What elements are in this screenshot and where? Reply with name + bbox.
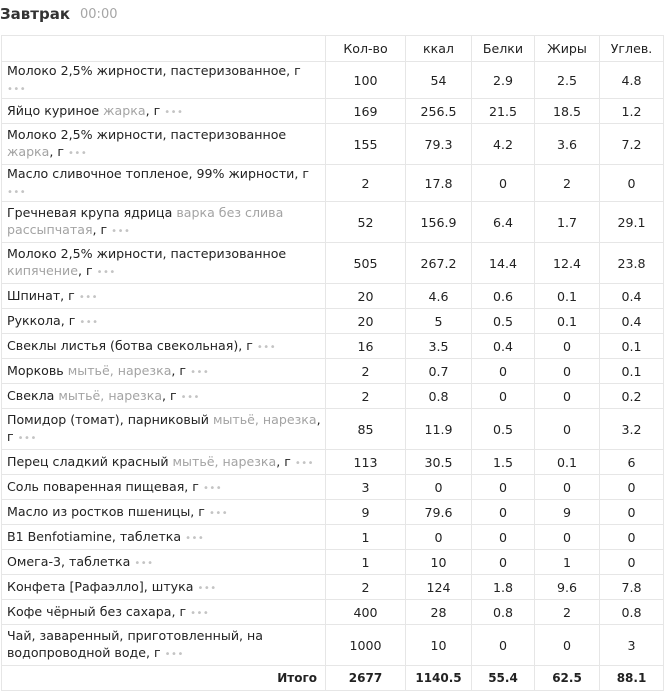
food-name-cell: [2, 625, 326, 666]
food-protein: 0: [472, 500, 535, 525]
food-protein: 4.2: [472, 124, 535, 165]
food-kcal: 156.9: [406, 202, 472, 243]
food-name-cell: [2, 99, 326, 124]
food-carbs: 0.1: [600, 334, 664, 359]
table-row: [2, 243, 664, 284]
food-carbs: 0.2: [600, 384, 664, 409]
more-options-icon[interactable]: •••: [208, 507, 229, 519]
food-preparation: мытьё, нарезка: [172, 453, 277, 469]
food-name: Молоко 2,5% жирности, пастеризованное: [7, 127, 287, 142]
food-protein: 0: [472, 525, 535, 550]
food-fat: 2: [535, 165, 600, 202]
food-qty[interactable]: 52: [326, 202, 406, 243]
food-name-cell: [2, 409, 326, 450]
food-name: Кофе чёрный без сахара, г: [7, 603, 187, 619]
food-kcal: 3.5: [406, 334, 472, 359]
food-name: Шпинат, г: [7, 287, 75, 303]
more-options-icon[interactable]: •••: [7, 187, 27, 198]
table-row: [2, 124, 664, 165]
food-kcal: 256.5: [406, 99, 472, 124]
more-options-icon[interactable]: •••: [164, 649, 184, 660]
food-carbs: 0: [600, 475, 664, 500]
food-qty[interactable]: 1: [326, 550, 406, 575]
meal-title: Завтрак: [0, 5, 71, 23]
food-name: Помидор (томат), парниковый: [7, 412, 209, 427]
food-preparation: жарка: [7, 144, 50, 159]
food-name-cell: [2, 243, 326, 284]
food-name-cell: [2, 284, 326, 309]
table-row: [2, 165, 664, 202]
food-protein: 0: [472, 359, 535, 384]
more-options-icon[interactable]: •••: [190, 607, 210, 619]
food-carbs: 0: [600, 500, 664, 525]
food-fat: 12.4: [535, 243, 600, 284]
more-options-icon[interactable]: •••: [256, 341, 277, 353]
food-kcal: 0.7: [406, 359, 472, 384]
more-options-icon[interactable]: •••: [197, 582, 217, 594]
food-carbs: 4.8: [600, 62, 664, 99]
table-row: [2, 359, 664, 384]
food-name-cell: [2, 550, 326, 575]
food-protein: 1.5: [472, 450, 535, 475]
food-name: Чай, заваренный, приготовленный, на водопроводной воде, г: [7, 628, 263, 660]
food-name: Гречневая крупа ядрица: [7, 205, 173, 220]
header-name: [2, 36, 326, 62]
more-options-icon[interactable]: •••: [180, 391, 200, 403]
food-name-cell: [2, 575, 326, 600]
totals-label: Итого: [2, 666, 326, 691]
food-name-cell: [2, 124, 326, 165]
food-protein: 0.5: [472, 409, 535, 450]
table-row: [2, 334, 664, 359]
food-name: Соль поваренная пищевая, г: [7, 478, 199, 494]
food-carbs: 3.2: [600, 409, 664, 450]
food-preparation: мытьё, нарезка: [212, 412, 317, 427]
table-row: [2, 202, 664, 243]
food-kcal: 28: [406, 600, 472, 625]
food-qty[interactable]: 1: [326, 525, 406, 550]
food-fat: 0: [535, 475, 600, 500]
food-kcal: 0.8: [406, 384, 472, 409]
food-protein: 2.9: [472, 62, 535, 99]
totals-carbs: 88.1: [600, 666, 664, 691]
food-fat: 2.5: [535, 62, 600, 99]
table-row: [2, 450, 664, 475]
food-fat: 9.6: [535, 575, 600, 600]
food-name-cell: [2, 165, 326, 202]
food-qty[interactable]: 2: [326, 575, 406, 600]
food-qty[interactable]: 113: [326, 450, 406, 475]
more-options-icon[interactable]: •••: [79, 316, 99, 328]
food-unit: , г: [92, 222, 108, 237]
food-qty[interactable]: 2: [326, 359, 406, 384]
food-kcal: 79.3: [406, 124, 472, 165]
more-options-icon[interactable]: •••: [7, 84, 27, 95]
header-fat: Жиры: [535, 36, 600, 62]
food-fat: 0: [535, 525, 600, 550]
food-name-cell: [2, 450, 326, 475]
food-name-cell: [2, 600, 326, 625]
totals-row: [2, 666, 664, 691]
more-options-icon[interactable]: •••: [294, 457, 315, 469]
totals-kcal: 1140.5: [406, 666, 472, 691]
food-name: Конфета [Рафаэлло], штука: [7, 578, 194, 594]
food-carbs: 6: [600, 450, 664, 475]
food-fat: 1: [535, 550, 600, 575]
meal-header: [0, 0, 117, 28]
table-row: [2, 625, 664, 666]
food-kcal: 0: [406, 525, 472, 550]
header-qty: Кол-во: [326, 36, 406, 62]
food-kcal: 10: [406, 550, 472, 575]
food-fat: 9: [535, 500, 600, 525]
food-protein: 0: [472, 475, 535, 500]
food-name-cell: [2, 384, 326, 409]
food-fat: 3.6: [535, 124, 600, 165]
food-kcal: 54: [406, 62, 472, 99]
totals-protein: 55.4: [472, 666, 535, 691]
food-qty[interactable]: 85: [326, 409, 406, 450]
food-fat: 0: [535, 625, 600, 666]
food-qty[interactable]: 9: [326, 500, 406, 525]
food-qty[interactable]: 155: [326, 124, 406, 165]
food-carbs: 0.4: [600, 284, 664, 309]
header-kcal: ккал: [406, 36, 472, 62]
header-carbs: Углев.: [600, 36, 664, 62]
food-unit: , г: [7, 412, 321, 444]
food-fat: 0.1: [535, 309, 600, 334]
food-carbs: 23.8: [600, 243, 664, 284]
food-protein: 0.4: [472, 334, 535, 359]
more-options-icon[interactable]: •••: [164, 106, 184, 118]
food-name: Перец сладкий красный: [7, 453, 169, 469]
table-row: [2, 500, 664, 525]
food-fat: 0.1: [535, 450, 600, 475]
food-kcal: 0: [406, 475, 472, 500]
food-name: Морковь: [7, 362, 64, 378]
food-carbs: 0.1: [600, 359, 664, 384]
table-row: [2, 600, 664, 625]
table-header-row: [2, 36, 664, 62]
food-carbs: 0: [600, 525, 664, 550]
food-unit: , г: [49, 144, 65, 159]
food-unit: , г: [162, 387, 177, 403]
more-options-icon[interactable]: •••: [185, 532, 205, 544]
food-fat: 0: [535, 334, 600, 359]
table-row: [2, 550, 664, 575]
food-kcal: 79.6: [406, 500, 472, 525]
food-name: Руккола, г: [7, 312, 76, 328]
table-row: [2, 409, 664, 450]
food-preparation: жарка: [103, 102, 146, 118]
more-options-icon[interactable]: •••: [134, 557, 154, 569]
table-row: [2, 575, 664, 600]
food-protein: 0: [472, 384, 535, 409]
food-carbs: 0: [600, 550, 664, 575]
food-name: Омега-3, таблетка: [7, 553, 131, 569]
more-options-icon[interactable]: •••: [111, 226, 131, 237]
food-protein: 0.8: [472, 600, 535, 625]
food-fat: 18.5: [535, 99, 600, 124]
food-carbs: 7.2: [600, 124, 664, 165]
food-qty[interactable]: 20: [326, 309, 406, 334]
food-fat: 0: [535, 359, 600, 384]
food-kcal: 10: [406, 625, 472, 666]
food-protein: 0: [472, 625, 535, 666]
table-row: [2, 309, 664, 334]
totals-qty: 2677: [326, 666, 406, 691]
food-unit: , г: [276, 453, 291, 469]
food-qty[interactable]: 169: [326, 99, 406, 124]
table-row: [2, 62, 664, 99]
food-kcal: 124: [406, 575, 472, 600]
food-carbs: 3: [600, 625, 664, 666]
food-preparation: мытьё, нарезка: [58, 387, 163, 403]
table-row: [2, 475, 664, 500]
food-name: Яйцо куриное: [7, 102, 100, 118]
food-name-cell: [2, 525, 326, 550]
food-fat: 0: [535, 409, 600, 450]
food-protein: 0.5: [472, 309, 535, 334]
food-carbs: 29.1: [600, 202, 664, 243]
food-kcal: 11.9: [406, 409, 472, 450]
food-name: Масло из ростков пшеницы, г: [7, 503, 205, 519]
food-carbs: 7.8: [600, 575, 664, 600]
food-name-cell: [2, 202, 326, 243]
food-name: B1 Benfotiamine, таблетка: [7, 528, 182, 544]
food-preparation: мытьё, нарезка: [67, 362, 172, 378]
table-row: [2, 99, 664, 124]
food-kcal: 5: [406, 309, 472, 334]
food-qty[interactable]: 2: [326, 165, 406, 202]
food-protein: 21.5: [472, 99, 535, 124]
food-name: Свекла: [7, 387, 55, 403]
food-carbs: 0.4: [600, 309, 664, 334]
header-protein: Белки: [472, 36, 535, 62]
food-carbs: 0.8: [600, 600, 664, 625]
meal-table: [1, 35, 664, 691]
food-name-cell: [2, 500, 326, 525]
food-name: Масло сливочное топленое, 99% жирности, г: [7, 166, 309, 181]
food-name: Молоко 2,5% жирности, пастеризованное: [7, 246, 287, 261]
food-protein: 14.4: [472, 243, 535, 284]
food-kcal: 30.5: [406, 450, 472, 475]
food-unit: , г: [171, 362, 187, 378]
food-preparation: кипячение: [7, 263, 78, 278]
food-qty[interactable]: 20: [326, 284, 406, 309]
food-preparation: варка без слива рассыпчатая: [7, 205, 284, 237]
food-qty[interactable]: 16: [326, 334, 406, 359]
food-protein: 1.8: [472, 575, 535, 600]
more-options-icon[interactable]: •••: [78, 291, 99, 303]
food-protein: 6.4: [472, 202, 535, 243]
table-row: [2, 525, 664, 550]
food-fat: 0.1: [535, 284, 600, 309]
meal-time[interactable]: 00:00: [80, 6, 118, 22]
more-options-icon[interactable]: •••: [68, 148, 88, 159]
more-options-icon[interactable]: •••: [202, 482, 223, 494]
food-fat: 2: [535, 600, 600, 625]
food-name-cell: [2, 62, 326, 99]
food-qty[interactable]: 505: [326, 243, 406, 284]
food-kcal: 4.6: [406, 284, 472, 309]
food-name: Молоко 2,5% жирности, пастеризованное, г: [7, 63, 301, 78]
food-carbs: 1.2: [600, 99, 664, 124]
food-unit: , г: [77, 263, 93, 278]
food-name-cell: [2, 475, 326, 500]
more-options-icon[interactable]: •••: [190, 366, 210, 378]
food-protein: 0: [472, 165, 535, 202]
food-qty[interactable]: 2: [326, 384, 406, 409]
food-unit: , г: [145, 102, 161, 118]
food-protein: 0: [472, 550, 535, 575]
food-protein: 0.6: [472, 284, 535, 309]
food-qty[interactable]: 1000: [326, 625, 406, 666]
food-name-cell: [2, 334, 326, 359]
food-kcal: 267.2: [406, 243, 472, 284]
food-name: Свеклы листья (ботва свекольная), г: [7, 337, 253, 353]
table-row: [2, 284, 664, 309]
food-qty[interactable]: 100: [326, 62, 406, 99]
food-qty[interactable]: 3: [326, 475, 406, 500]
food-fat: 0: [535, 384, 600, 409]
food-name-cell: [2, 309, 326, 334]
table-row: [2, 384, 664, 409]
food-qty[interactable]: 400: [326, 600, 406, 625]
food-fat: 1.7: [535, 202, 600, 243]
more-options-icon[interactable]: •••: [17, 433, 37, 444]
more-options-icon[interactable]: •••: [96, 267, 116, 278]
food-name-cell: [2, 359, 326, 384]
food-carbs: 0: [600, 165, 664, 202]
food-kcal: 17.8: [406, 165, 472, 202]
totals-fat: 62.5: [535, 666, 600, 691]
